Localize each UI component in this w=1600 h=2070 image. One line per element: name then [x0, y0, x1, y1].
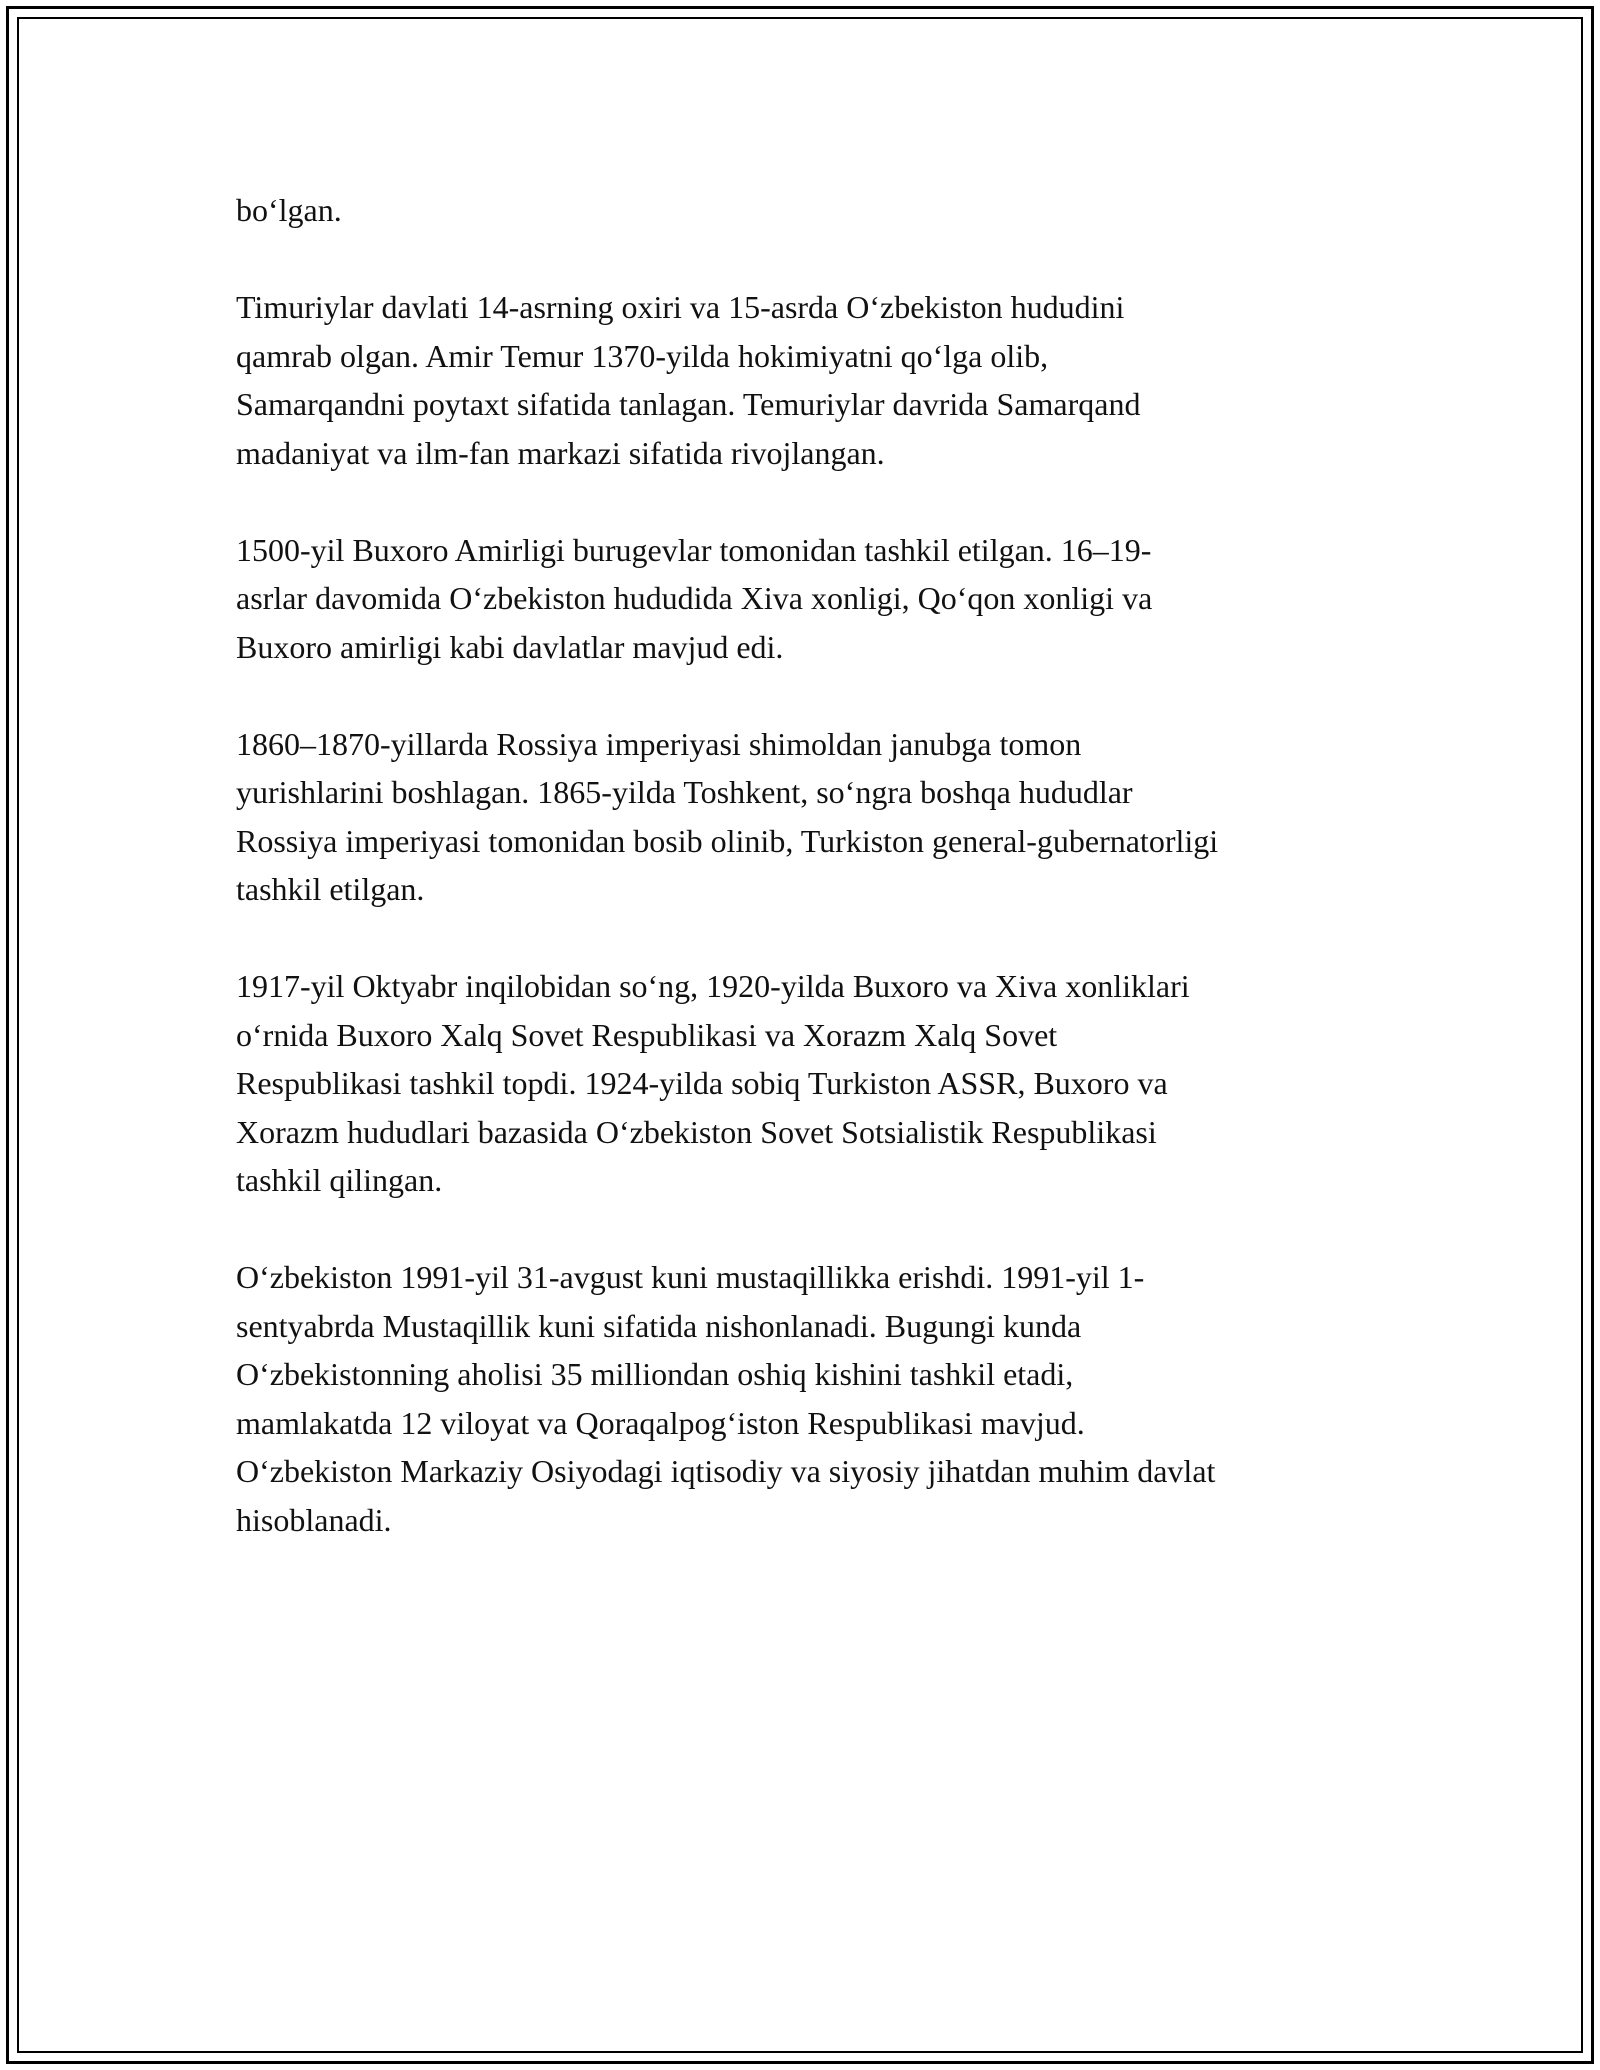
text-line: tashkil etilgan. — [236, 871, 425, 907]
text-line: O‘zbekiston 1991-yil 31-avgust kuni mustaqillikka erishdi. 1991-yil 1- — [236, 1259, 1145, 1295]
paragraph-russian-empire — [236, 720, 1376, 914]
paragraph-soviet-period — [236, 962, 1376, 1205]
text-line: sentyabrda Mustaqillik kuni sifatida nishonlanadi. Bugungi kunda — [236, 1307, 1082, 1344]
paragraph-khanates — [236, 526, 1376, 672]
paragraph-timurids — [236, 283, 1376, 477]
text-line: Samarqandni poytaxt sifatida tanlagan. Temuriylar davrida Samarqand — [236, 386, 1141, 422]
text-line: Rossiya imperiyasi tomonidan bosib olinib, Turkiston general-gubernatorligi — [236, 822, 1219, 859]
text-line: o‘rnida Buxoro Xalq Sovet Respublikasi va Xorazm Xalq Sovet — [236, 1016, 1058, 1053]
text-line: 1500-yil Buxoro Amirligi burugevlar tomonidan tashkil etilgan. 16–19- — [236, 531, 1152, 568]
text-line: madaniyat va ilm-fan markazi sifatida rivojlangan. — [236, 434, 885, 471]
document-body — [236, 186, 1376, 1593]
paragraph-independence — [236, 1253, 1376, 1544]
text-line: Respublikasi tashkil topdi. 1924-yilda sobiq Turkiston ASSR, Buxoro va — [236, 1065, 1168, 1101]
text-line: mamlakatda 12 viloyat va Qoraqalpog‘iston Respublikasi mavjud. — [236, 1404, 1085, 1441]
text-line: Buxoro amirligi kabi davlatlar mavjud edi. — [236, 628, 784, 665]
text-line: asrlar davomida O‘zbekiston hududida Xiva xonligi, Qo‘qon xonligi va — [236, 580, 1153, 616]
text-line: O‘zbekistonning aholisi 35 milliondan oshiq kishini tashkil etadi, — [236, 1356, 1074, 1392]
text-line: 1917-yil Oktyabr inqilobidan so‘ng, 1920-yilda Buxoro va Xiva xonliklari — [236, 968, 1190, 1004]
text-line: bo‘lgan. — [236, 192, 342, 228]
text-line: hisoblanadi. — [236, 1501, 392, 1538]
text-line: qamrab olgan. Amir Temur 1370-yilda hokimiyatni qo‘lga olib, — [236, 337, 1049, 374]
text-line: Timuriylar davlati 14-asrning oxiri va 15-asrda O‘zbekiston hududini — [236, 289, 1125, 325]
text-line: yurishlarini boshlagan. 1865-yilda Toshkent, so‘ngra boshqa hududlar — [236, 774, 1133, 810]
text-line: O‘zbekiston Markaziy Osiyodagi iqtisodiy va siyosiy jihatdan muhim davlat — [236, 1453, 1216, 1489]
text-line: Xorazm hududlari bazasida O‘zbekiston Sovet Sotsialistik Respublikasi — [236, 1113, 1157, 1150]
text-line: tashkil qilingan. — [236, 1162, 443, 1198]
text-line: 1860–1870-yillarda Rossiya imperiyasi shimoldan janubga tomon — [236, 725, 1082, 762]
paragraph-continuation — [236, 186, 1376, 235]
